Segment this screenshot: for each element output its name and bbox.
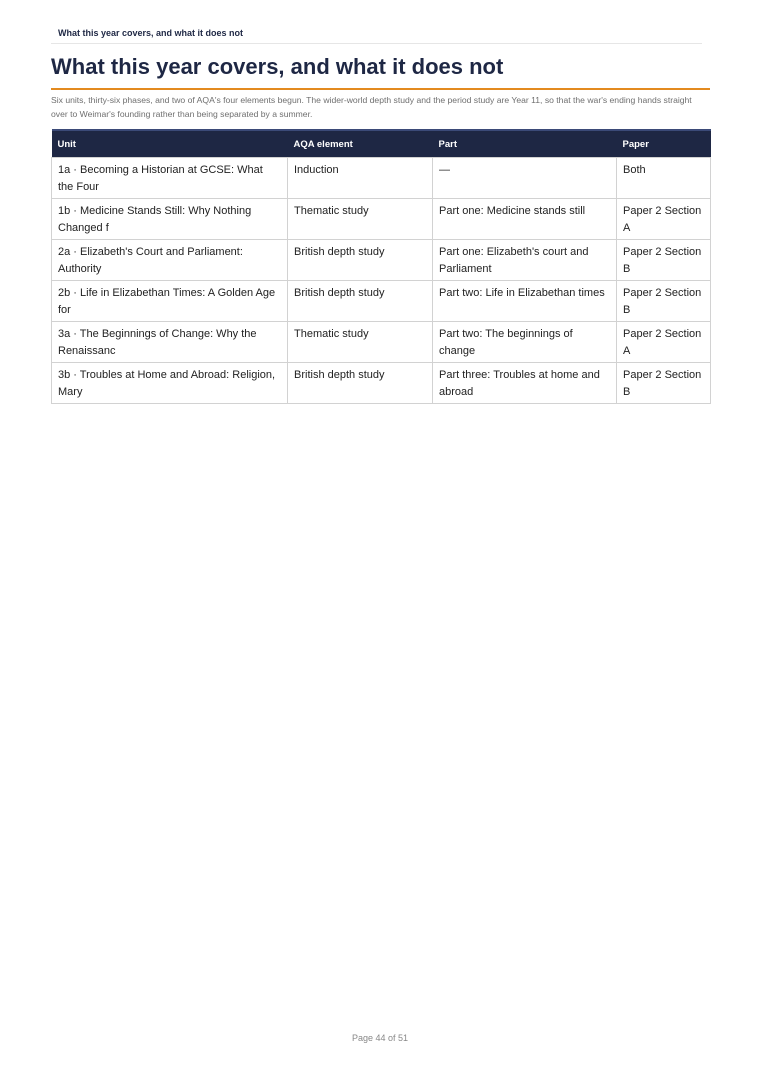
table-row (52, 322, 711, 363)
cell-paper: Paper 2 Section A (617, 199, 711, 240)
cell-unit: 2b · Life in Elizabethan Times: A Golden Age for (52, 281, 288, 322)
cell-paper: Paper 2 Section B (617, 281, 711, 322)
cell-paper: Paper 2 Section B (617, 363, 711, 404)
column-header-unit: Unit (52, 130, 288, 158)
cell-part: Part three: Troubles at home and abroad (433, 363, 617, 404)
table-row (52, 240, 711, 281)
page-number: Page 44 of 51 (351, 1033, 409, 1043)
page-title: What this year covers, and what it does not (51, 52, 710, 90)
cell-unit: 1b · Medicine Stands Still: Why Nothing Changed f (52, 199, 288, 240)
cell-aqa-element: Induction (288, 158, 433, 199)
cell-unit: 3b · Troubles at Home and Abroad: Religion, Mary (52, 363, 288, 404)
table-row (52, 363, 711, 404)
cell-part: Part one: Medicine stands still (433, 199, 617, 240)
intro-paragraph: Six units, thirty-six phases, and two of AQA's four elements begun. The wider-world depth study and the period study are Year 11, so that the war's ending hands straight over to Weimar's founding rather than being separated by a summer. (51, 95, 692, 119)
cell-unit: 2a · Elizabeth's Court and Parliament: Authority (52, 240, 288, 281)
table-row (52, 199, 711, 240)
cell-aqa-element: British depth study (288, 281, 433, 322)
cell-part: Part two: Life in Elizabethan times (433, 281, 617, 322)
table-row (52, 158, 711, 199)
cell-paper: Paper 2 Section A (617, 322, 711, 363)
cell-part: Part two: The beginnings of change (433, 322, 617, 363)
cell-unit: 3a · The Beginnings of Change: Why the Renaissanc (52, 322, 288, 363)
column-header-part: Part (433, 130, 617, 158)
table-row (52, 281, 711, 322)
cell-aqa-element: Thematic study (288, 322, 433, 363)
cell-unit: 1a · Becoming a Historian at GCSE: What the Four (52, 158, 288, 199)
cell-part: Part one: Elizabeth's court and Parliament (433, 240, 617, 281)
table-header-row (52, 130, 711, 158)
cell-aqa-element: British depth study (288, 363, 433, 404)
cell-paper: Paper 2 Section B (617, 240, 711, 281)
column-header-paper: Paper (617, 130, 711, 158)
cell-aqa-element: Thematic study (288, 199, 433, 240)
column-header-aqa-element: AQA element (288, 130, 433, 158)
units-table (51, 129, 711, 404)
running-header: What this year covers, and what it does not (51, 28, 702, 44)
cell-part: — (433, 158, 617, 199)
cell-paper: Both (617, 158, 711, 199)
cell-aqa-element: British depth study (288, 240, 433, 281)
